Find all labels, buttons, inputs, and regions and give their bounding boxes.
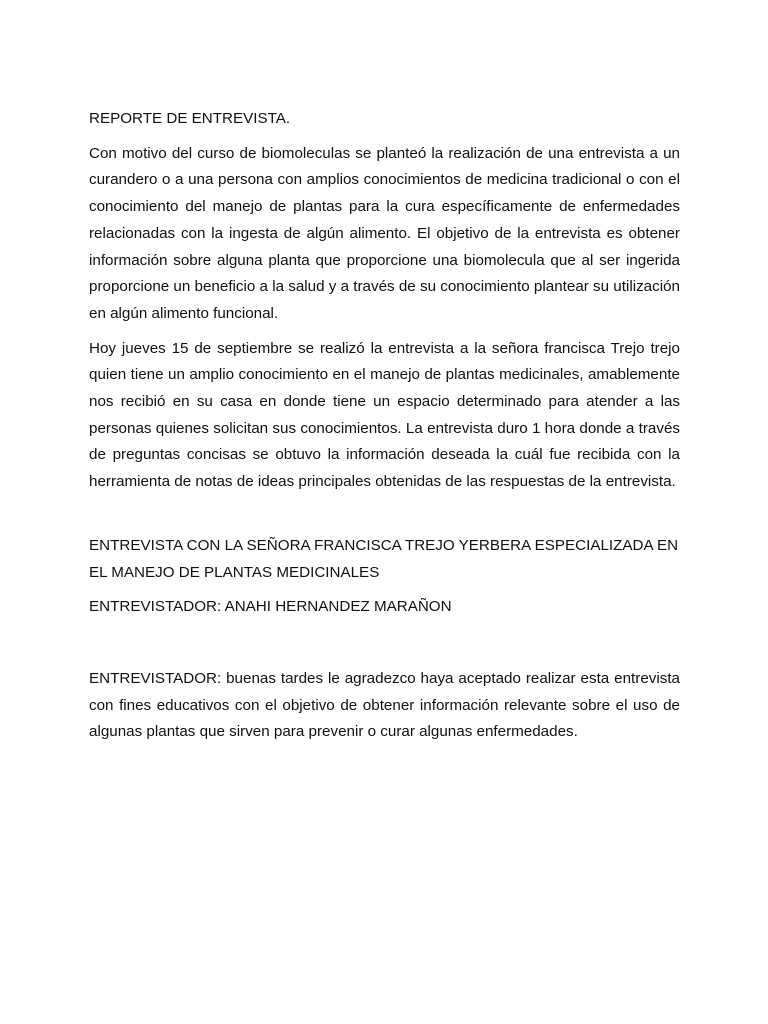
interviewer-line: ENTREVISTADOR: ANAHI HERNANDEZ MARAÑON (89, 598, 452, 616)
visit-paragraph: Hoy jueves 15 de septiembre se realizó la entrevista a la señora francisca Trejo trejo quien tiene un amplio conocimiento en el manejo de plantas medicinales, amablemente nos recibió en su casa en donde tiene un espacio determinado para atender a las personas quienes solicitan sus conocimientos. La entrevista duro 1 hora donde a través de preguntas concisas se obtuvo la información deseada la cuál fue recibida con la herramienta de notas de ideas principales obtenidas de las respuestas de la entrevista. (89, 339, 680, 491)
dialog-paragraph: ENTREVISTADOR: buenas tardes le agradezco haya aceptado realizar esta entrevista con fines educativos con el objetivo de obtener información relevante sobre el uso de algunas plantas que sirven para prevenir o curar algunas enfermedades. (89, 669, 680, 741)
document-body (89, 106, 680, 746)
report-title: REPORTE DE ENTREVISTA. (89, 110, 291, 127)
intro-paragraph: Con motivo del curso de biomoleculas se planteó la realización de una entrevista a un curandero o a una persona con amplios conocimientos de medicina tradicional o con el conocimiento del manejo de plantas para la cura específicamente de enfermedades relacionadas con la ingesta de algún alimento. El objetivo de la entrevista es obtener información sobre alguna planta que proporcione una biomolecula que al ser ingerida proporcione un beneficio a la salud y a través de su conocimiento plantear su utilización en algún alimento funcional. (89, 144, 680, 322)
interview-heading: ENTREVISTA CON LA SEÑORA FRANCISCA TREJO YERBERA ESPECIALIZADA EN EL MANEJO DE PLANTAS MEDICINALES (89, 536, 679, 581)
